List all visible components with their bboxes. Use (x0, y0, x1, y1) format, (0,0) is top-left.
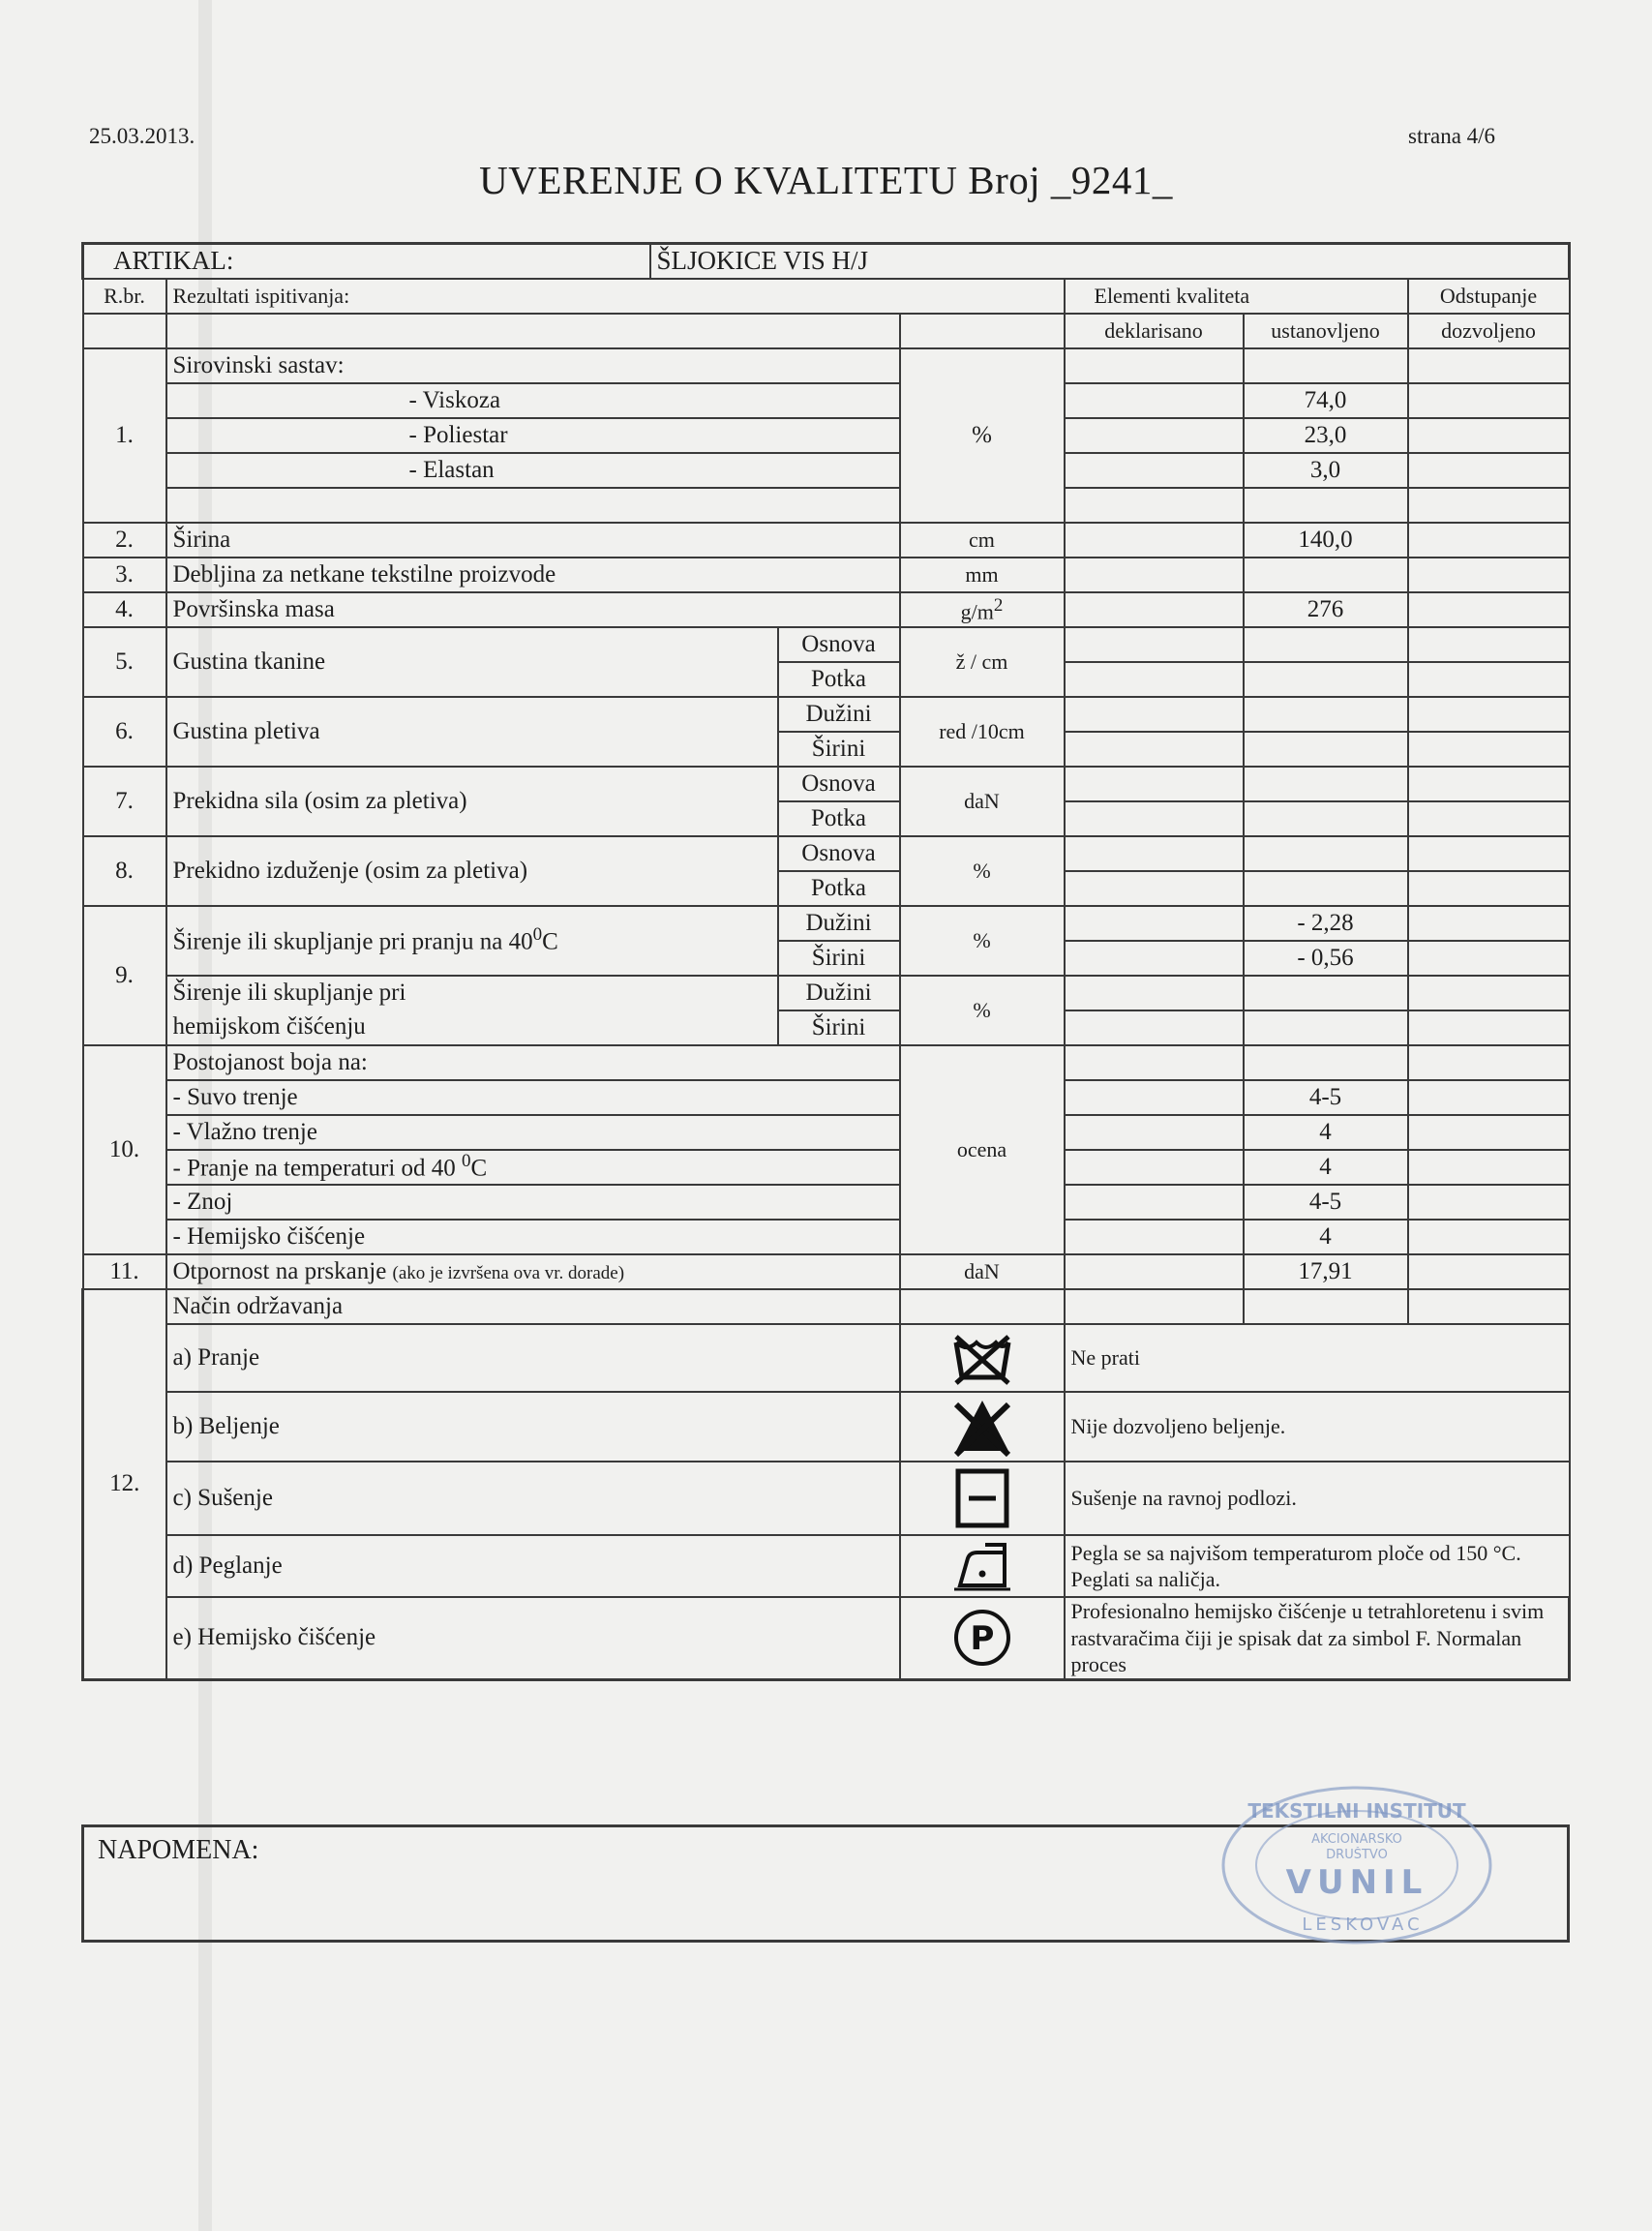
table-row (83, 1080, 1570, 1115)
dry-clean-p-icon (900, 1597, 1065, 1679)
fastness-label: - Znoj (166, 1185, 900, 1220)
row-sublabel: Potka (778, 871, 900, 906)
row-unit: ocena (900, 1045, 1065, 1254)
svg-text:AKCIONARSKO: AKCIONARSKO (1311, 1832, 1402, 1847)
fastness-value: 4 (1244, 1150, 1408, 1185)
row-sublabel: Širini (778, 1010, 900, 1045)
table-row (83, 836, 1570, 871)
row-unit: mm (900, 558, 1065, 592)
row-value: - 2,28 (1244, 906, 1408, 941)
fastness-value: 4-5 (1244, 1185, 1408, 1220)
composition-value: 74,0 (1244, 383, 1408, 418)
fastness-label: - Vlažno trenje (166, 1115, 900, 1150)
row-label: Prekidno izduženje (osim za pletiva) (166, 836, 778, 906)
row-sublabel: Dužini (778, 976, 900, 1010)
table-row (83, 627, 1570, 662)
article-value: ŠLJOKICE VIS H/J (656, 246, 869, 276)
table-row (83, 1115, 1570, 1150)
row-number: 4. (83, 592, 166, 627)
table-row (83, 1045, 1570, 1080)
fastness-value: 4 (1244, 1220, 1408, 1254)
row-unit: % (900, 836, 1065, 906)
row-unit: % (900, 348, 1065, 523)
row-sublabel: Potka (778, 801, 900, 836)
row-label: Gustina pletiva (166, 697, 778, 767)
row-label: Prekidna sila (osim za pletiva) (166, 767, 778, 836)
row-number: 9. (83, 906, 166, 1045)
table-row (83, 1220, 1570, 1254)
row-label: Debljina za netkane tekstilne proizvode (166, 558, 900, 592)
composition-label: - Elastan (166, 453, 900, 488)
table-row (83, 1392, 1570, 1462)
row-number: 12. (83, 1289, 166, 1679)
row-label: Širenje ili skupljanje pri (166, 976, 778, 1010)
row-sublabel: Osnova (778, 836, 900, 871)
col-allowed: dozvoljeno (1408, 314, 1570, 348)
care-description: Ne prati (1065, 1324, 1570, 1392)
row-label: hemijskom čišćenju (166, 1010, 778, 1045)
table-row (83, 1535, 1570, 1597)
article-label: ARTIKAL: (113, 246, 234, 276)
svg-text:TEKSTILNI INSTITUT: TEKSTILNI INSTITUT (1247, 1799, 1466, 1823)
row-sublabel: Potka (778, 662, 900, 697)
row-number: 7. (83, 767, 166, 836)
composition-label: - Viskoza (166, 383, 900, 418)
care-label: a) Pranje (166, 1324, 900, 1392)
care-description: Nije dozvoljeno beljenje. (1065, 1392, 1570, 1462)
do-not-wash-icon (900, 1324, 1065, 1392)
subheader-row (83, 314, 1570, 348)
row-number: 2. (83, 523, 166, 558)
composition-label: - Poliestar (166, 418, 900, 453)
table-row (83, 976, 1570, 1010)
table-row (83, 1010, 1570, 1045)
table-row (83, 1324, 1570, 1392)
row-number: 8. (83, 836, 166, 906)
composition-value: 3,0 (1244, 453, 1408, 488)
row-label: Način održavanja (166, 1289, 900, 1324)
document-date: 25.03.2013. (89, 124, 195, 148)
svg-text:DRUŠTVO: DRUŠTVO (1326, 1848, 1388, 1862)
col-deviations: Odstupanje (1408, 279, 1570, 314)
table-row (83, 383, 1570, 418)
col-rbr: R.br. (83, 279, 166, 314)
row-label: Postojanost boja na: (166, 1045, 900, 1080)
row-unit: $g/m^2$ (900, 592, 1065, 627)
table-row (83, 558, 1570, 592)
row-number: 3. (83, 558, 166, 592)
care-label: c) Sušenje (166, 1462, 900, 1535)
table-row (83, 488, 1570, 523)
row-label: Sirovinski sastav: (166, 348, 900, 383)
article-row (83, 244, 1570, 280)
row-sublabel: Širini (778, 732, 900, 767)
col-established: ustanovljeno (1244, 314, 1408, 348)
care-label: b) Beljenje (166, 1392, 900, 1462)
table-row (83, 1289, 1570, 1324)
row-value: 17,91 (1244, 1254, 1408, 1289)
row-number: 10. (83, 1045, 166, 1254)
row-sublabel: Širini (778, 941, 900, 976)
composition-value: 23,0 (1244, 418, 1408, 453)
fastness-value: 4 (1244, 1115, 1408, 1150)
iron-icon (900, 1535, 1065, 1597)
table-row (83, 592, 1570, 627)
care-description: Profesionalno hemijsko čišćenje u tetrahloretenu i svim rastvaračima čiji je spisak dat za simbol F. Normalan proces (1065, 1597, 1570, 1679)
row-unit: cm (900, 523, 1065, 558)
row-label: Površinska masa (166, 592, 900, 627)
row-value: 140,0 (1244, 523, 1408, 558)
dry-flat-icon (900, 1462, 1065, 1535)
table-row (83, 767, 1570, 801)
table-row (83, 906, 1570, 941)
table-row (83, 1597, 1570, 1679)
table-row (83, 1185, 1570, 1220)
row-unit: ž / cm (900, 627, 1065, 697)
care-description: Pegla se sa najvišom temperaturom ploče od 150 °C. Peglati sa naličja. (1065, 1535, 1570, 1597)
row-unit: red /10cm (900, 697, 1065, 767)
row-label: Širina (166, 523, 900, 558)
care-description: Sušenje na ravnoj podlozi. (1065, 1462, 1570, 1535)
document-title: UVERENJE O KVALITETU Broj _9241_ (479, 158, 1173, 202)
fastness-label: - Suvo trenje (166, 1080, 900, 1115)
row-sublabel: Dužini (778, 906, 900, 941)
note-label: NAPOMENA: (83, 1826, 1569, 1942)
col-elements: Elementi kvaliteta (1065, 279, 1408, 314)
row-unit: % (900, 906, 1065, 976)
row-number: 1. (83, 348, 166, 523)
fastness-label: - Pranje na temperaturi od 40 $^0$C (166, 1150, 900, 1185)
table-row (83, 697, 1570, 732)
row-number: 11. (83, 1254, 166, 1289)
row-label: Širenje ili skupljanje pri pranju na $40^0C$ (166, 906, 778, 976)
page-number: strana 4/6 (1408, 124, 1496, 148)
care-label: e) Hemijsko čišćenje (166, 1597, 900, 1679)
row-unit: % (900, 976, 1065, 1045)
table-row (83, 523, 1570, 558)
row-unit: daN (900, 1254, 1065, 1289)
col-declared: deklarisano (1065, 314, 1244, 348)
header-row (83, 279, 1570, 314)
table-row (83, 418, 1570, 453)
row-sublabel: Osnova (778, 627, 900, 662)
row-sublabel: Osnova (778, 767, 900, 801)
quality-table (81, 242, 1571, 1681)
col-results: Rezultati ispitivanja: (166, 279, 1065, 314)
table-row (83, 1254, 1570, 1289)
row-value: 276 (1244, 592, 1408, 627)
row-number: 6. (83, 697, 166, 767)
svg-text:LESKOVAC: LESKOVAC (1302, 1914, 1424, 1935)
fastness-label: - Hemijsko čišćenje (166, 1220, 900, 1254)
fastness-value: 4-5 (1244, 1080, 1408, 1115)
row-label: Otpornost na prskanje (ako je izvršena ova vr. dorade) (166, 1254, 900, 1289)
row-value: - 0,56 (1244, 941, 1408, 976)
do-not-bleach-icon (900, 1392, 1065, 1462)
row-sublabel: Dužini (778, 697, 900, 732)
svg-text:P: P (970, 1619, 994, 1659)
row-unit: daN (900, 767, 1065, 836)
care-label: d) Peglanje (166, 1535, 900, 1597)
table-row (83, 1150, 1570, 1185)
table-row (83, 1462, 1570, 1535)
row-number: 5. (83, 627, 166, 697)
svg-text:VUNIL: VUNIL (1285, 1863, 1428, 1902)
company-stamp (1217, 1779, 1496, 1951)
row-label: Gustina tkanine (166, 627, 778, 697)
table-row (83, 453, 1570, 488)
table-row (83, 348, 1570, 383)
